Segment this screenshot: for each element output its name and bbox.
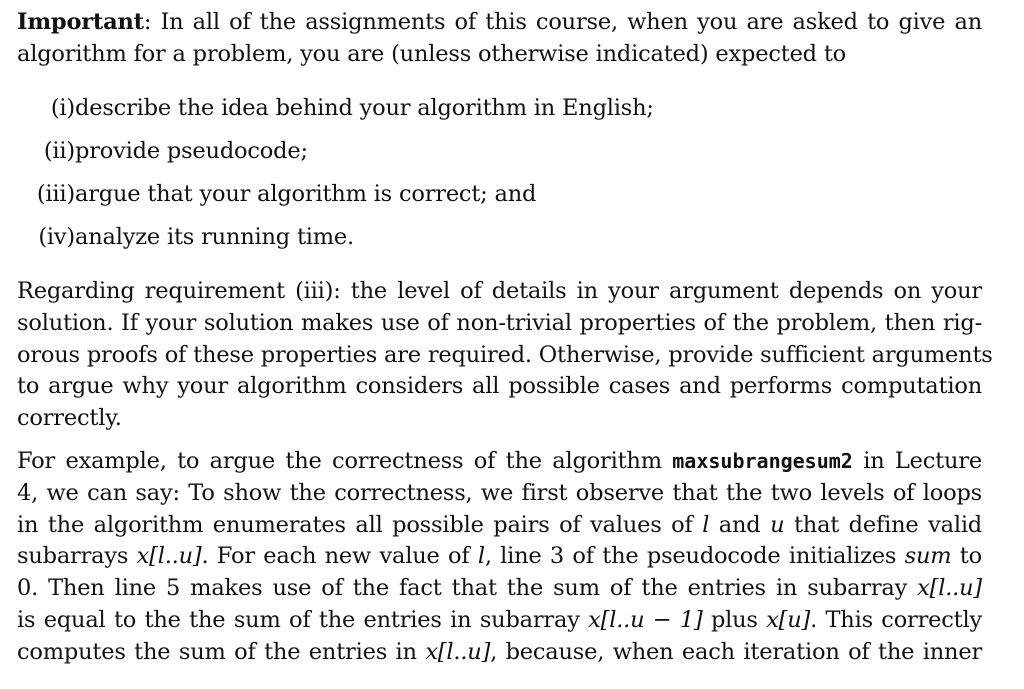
paragraph-line: solution. If your solution makes use of non-trivial properties of the problem, then rig- (17, 310, 982, 336)
text-span: in Lecture (863, 448, 982, 474)
paragraph-line: orous proofs of these properties are required. Otherwise, provide sufficient arguments (17, 342, 993, 368)
list-item-number: (iv) (38, 224, 75, 250)
paragraph-line (17, 605, 982, 636)
list-item-number: (ii) (43, 138, 75, 164)
paragraph-line: correctly. (17, 405, 122, 431)
intro-line-1 (17, 7, 982, 38)
intro-line-2 (17, 39, 846, 70)
paragraph-line: to argue why your algorithm considers all possible cases and performs computation (17, 373, 982, 399)
paragraph-line (17, 637, 982, 668)
math-l: l (702, 512, 710, 538)
text-span: is equal to the the sum of the entries in subarray (17, 607, 580, 633)
text-span: subarrays (17, 543, 129, 569)
list-item-text: provide pseudocode; (75, 138, 308, 164)
text-span: computes the sum of the entries in (17, 639, 417, 665)
paragraph-line (17, 446, 982, 477)
text-span: . For each new value of (201, 543, 470, 569)
list-item-text: analyze its running time. (75, 224, 354, 250)
math-element: x[u] (766, 607, 811, 633)
important-label: Important (17, 9, 144, 35)
text-span: in the algorithm enumerates all possible pairs of values of (17, 512, 693, 538)
paragraph-line: 4, we can say: To show the correctness, we first observe that the two levels of loops (17, 480, 982, 506)
math-u: u (770, 512, 785, 538)
text-span: , because, when each iteration of the inner (490, 639, 983, 665)
list-item-number: (i) (50, 95, 75, 121)
math-sum: sum (904, 543, 952, 569)
important-colon: : (143, 9, 152, 35)
text-span: and (718, 512, 761, 538)
math-l: l (477, 543, 485, 569)
paragraph-line (17, 541, 982, 572)
list-item-text: describe the idea behind your algorithm in English; (75, 95, 654, 121)
paragraph-line (17, 510, 982, 541)
math-subarray: x[l..u] (425, 639, 491, 665)
text-span: plus (710, 607, 758, 633)
paragraph-line (17, 573, 982, 604)
text-span: . This correctly (810, 607, 983, 633)
paragraph-line: Regarding requirement (iii): the level of details in your argument depends on your (17, 278, 982, 304)
text-span: that define valid (793, 512, 983, 538)
intro-text-1: In all of the assignments of this course, when you are asked to give an (160, 9, 983, 35)
text-span: , line 3 of the pseudocode initializes (484, 543, 897, 569)
list-item-text: argue that your algorithm is correct; and (75, 181, 537, 207)
math-subarray: x[l..u − 1] (588, 607, 703, 633)
math-subarray: x[l..u] (136, 543, 202, 569)
text-span: to (959, 543, 982, 569)
math-subarray: x[l..u] (917, 575, 983, 601)
text-span: For example, to argue the correctness of the algorithm (17, 448, 662, 474)
code-maxsubrangesum2: maxsubrangesum2 (672, 449, 853, 473)
text-span: 0. Then line 5 makes use of the fact that the sum of the entries in subarray (17, 575, 908, 601)
list-item-number: (iii) (36, 181, 75, 207)
intro-text-2: algorithm for a problem, you are (unless otherwise indicated) expected to (17, 41, 847, 67)
